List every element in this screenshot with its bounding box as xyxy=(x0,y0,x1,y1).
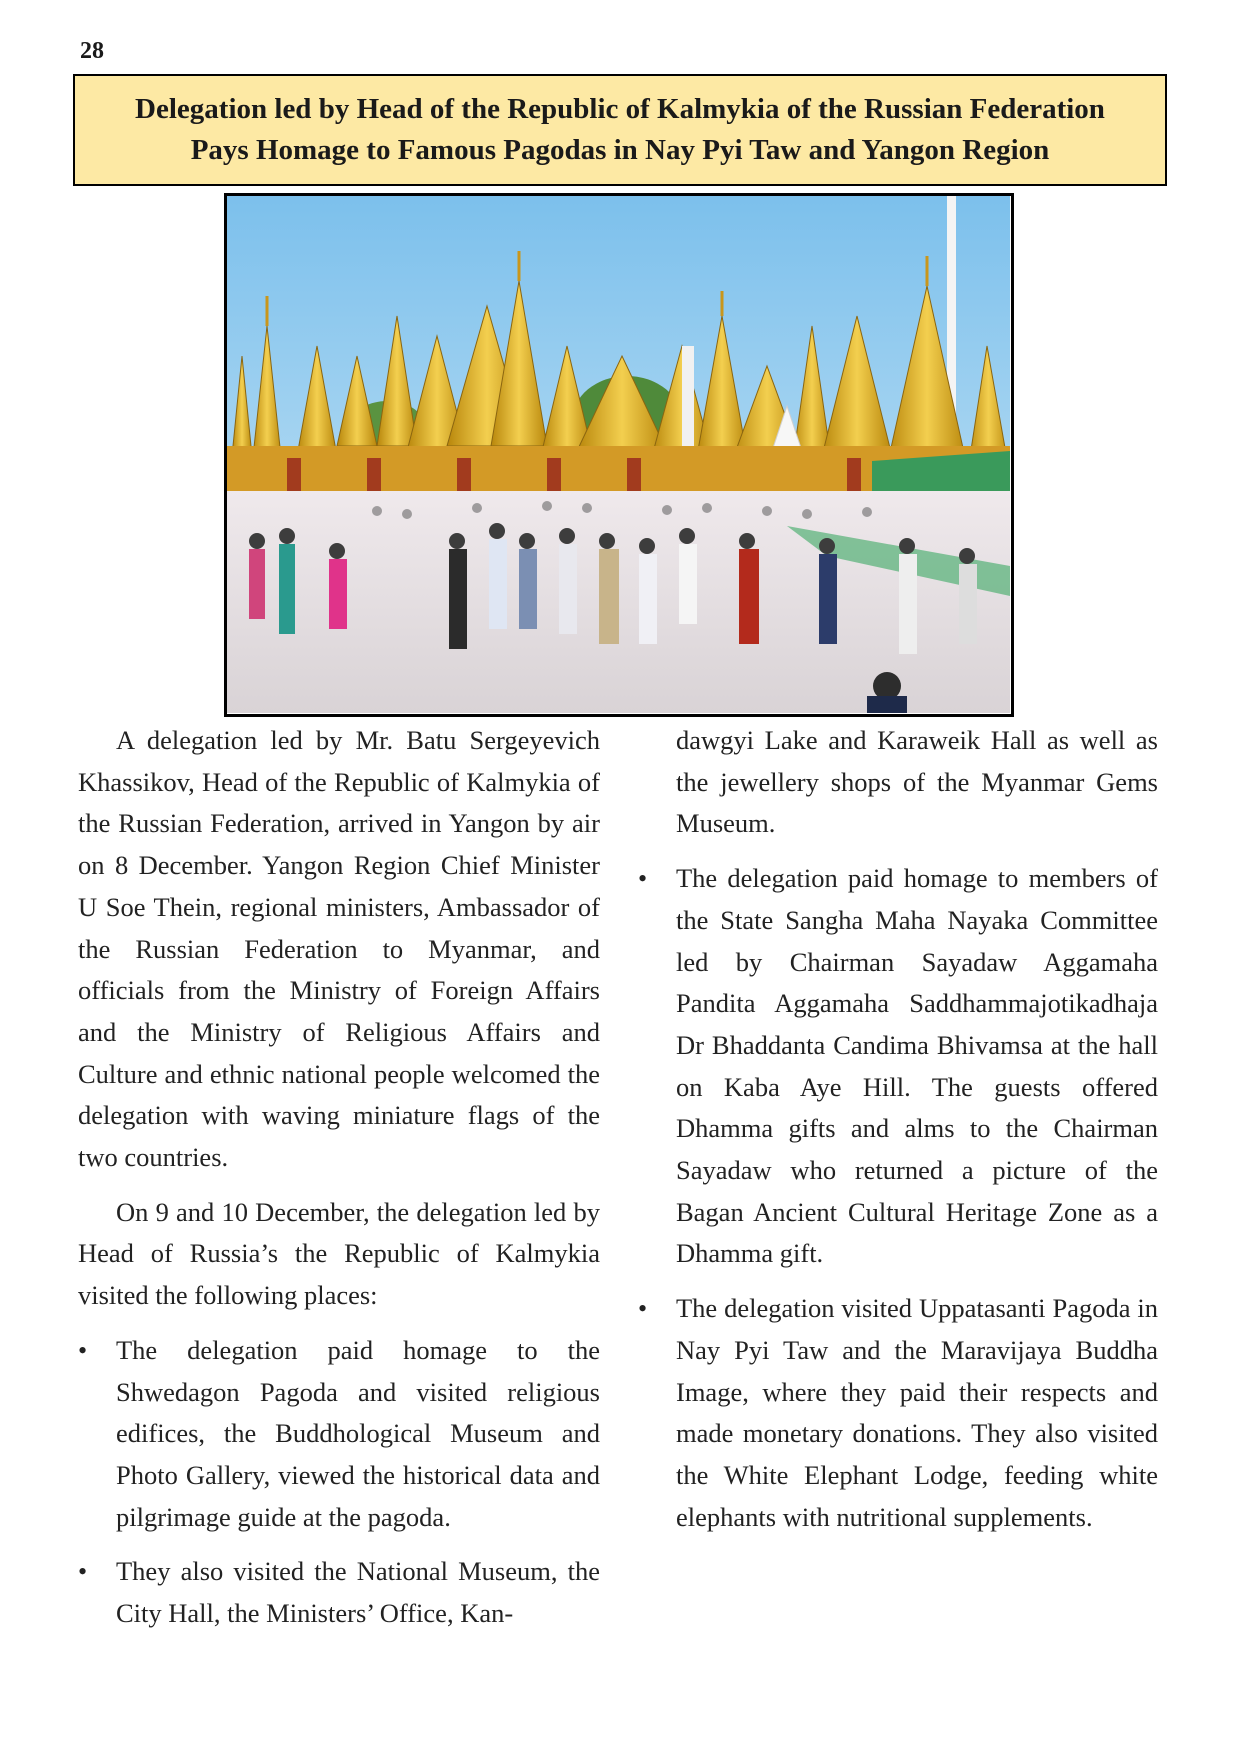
list-item: • The delegation paid homage to members of the State Sangha Maha Nayaka Committee led by Chairman Sayadaw Aggamaha Pandita Aggamaha Saddhammajotikadhaja Dr Bhaddanta Candima Bhivamsa at the hall on Kaba Aye Hill. The guests offered Dhamma gifts and alms to the Chairman Sayadaw who returned a picture of the Bagan Ancient Cultural Heritage Zone as a Dhamma gift. xyxy=(638,858,1158,1275)
list-item: • The delegation paid homage to the Shwedagon Pagoda and visited religious edifices, the Buddhological Museum and Photo Gallery, viewed the historical data and pilgrimage guide at the pagoda. xyxy=(78,1330,600,1539)
paragraph-itinerary-intro: On 9 and 10 December, the delegation led by Head of Russia’s the Republic of Kalmykia visited the following places: xyxy=(78,1196,600,1311)
right-column xyxy=(676,720,1158,1551)
list-item: • They also visited the National Museum, the City Hall, the Ministers’ Office, Kan- xyxy=(78,1551,600,1634)
shwedagon-pagoda-scene xyxy=(227,196,1010,713)
list-item-continued: dawgyi Lake and Karaweik Hall as well as the jewellery shops of the Myanmar Gems Museum. xyxy=(676,725,1158,839)
itinerary-list-continued xyxy=(676,720,1158,1538)
list-item: • The delegation visited Uppatasanti Pagoda in Nay Pyi Taw and the Maravijaya Buddha Image, where they paid their respects and made monetary donations. They also visited the White Elephant Lodge, feeding white elephants with nutritional supplements. xyxy=(638,1288,1158,1538)
left-column xyxy=(78,720,600,1648)
itinerary-list xyxy=(78,1330,600,1635)
paragraph-arrival: A delegation led by Mr. Batu Sergeyevich Khassikov, Head of the Republic of Kalmykia of the Russian Federation, arrived in Yangon by air on 8 December. Yangon Region Chief Minister U Soe Thein, regional ministers, Ambassador of the Russian Federation to Myanmar, and officials from the Ministry of Foreign Affairs and the Ministry of Religious Affairs and Culture and ethnic national people welcomed the delegation with waving miniature flags of the two countries. xyxy=(78,725,600,1173)
pagoda-photo xyxy=(224,193,1014,717)
page-number: 28 xyxy=(80,38,104,64)
article-title-box xyxy=(73,74,1167,186)
article-title-line-1: Delegation led by Head of the Republic of Kalmykia of the Russian Federation xyxy=(135,93,1105,125)
article-title-line-2: Pays Homage to Famous Pagodas in Nay Pyi Taw and Yangon Region xyxy=(190,134,1050,166)
